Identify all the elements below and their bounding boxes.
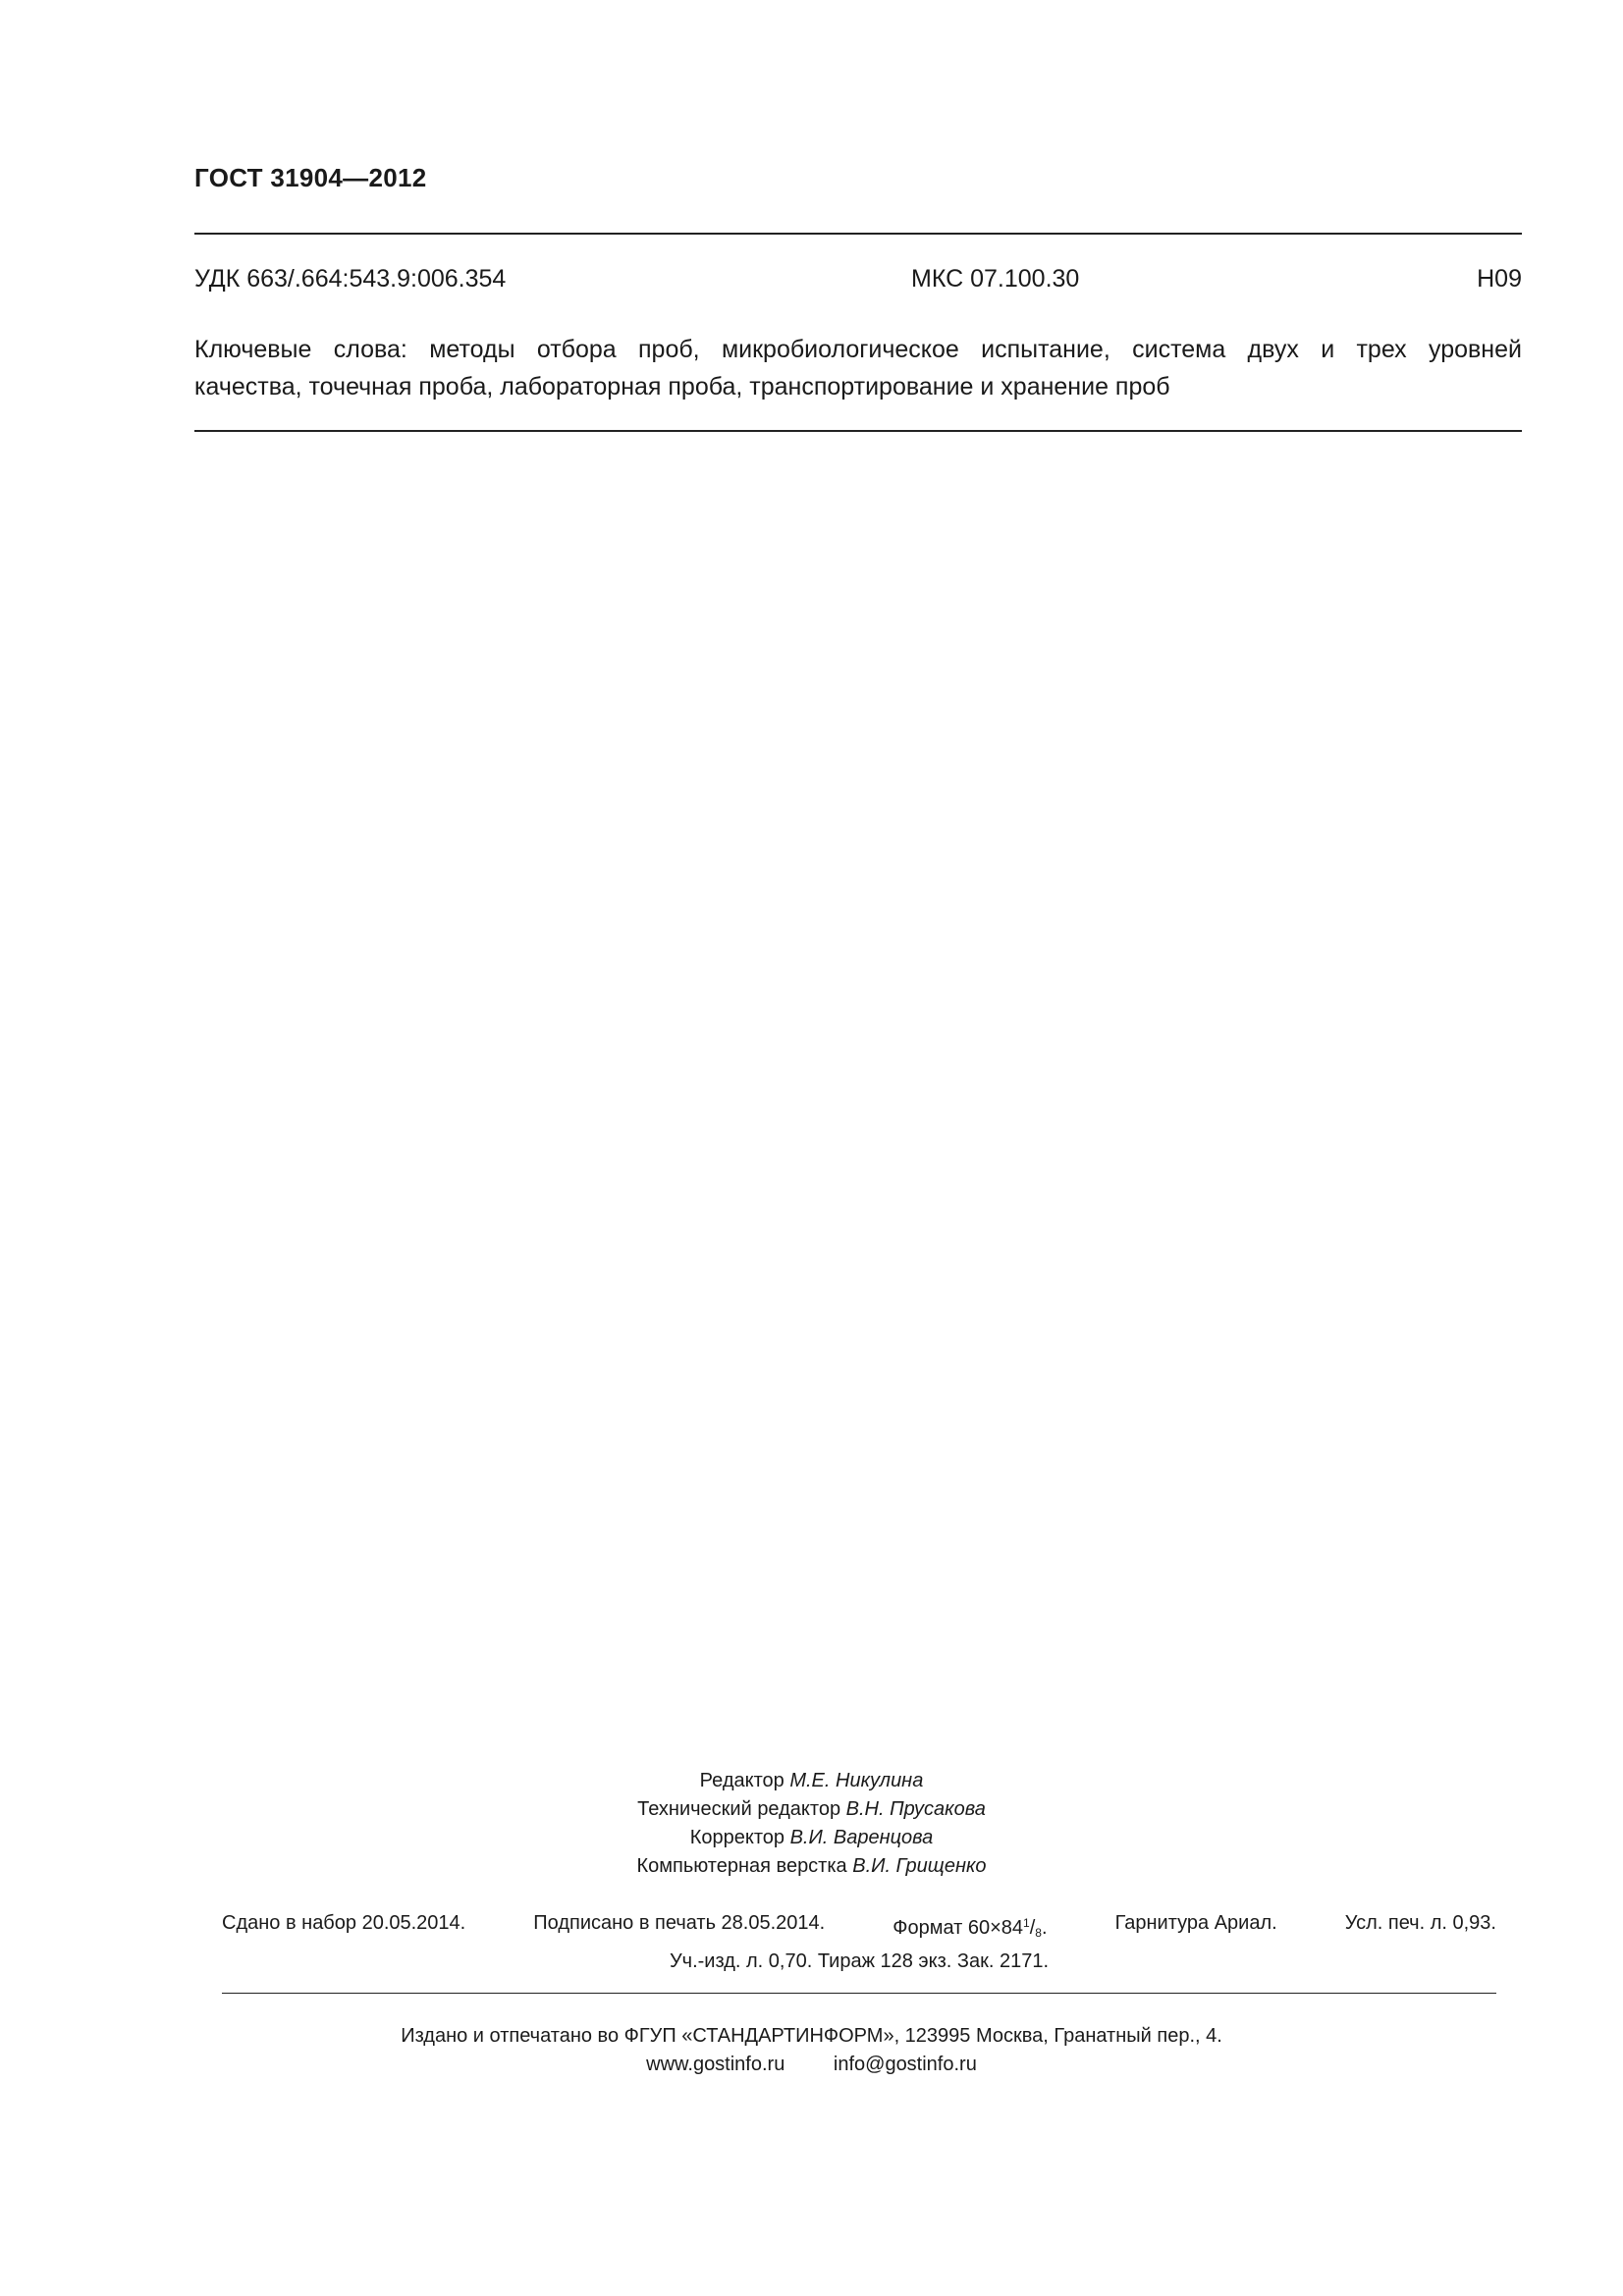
email-link[interactable]: info@gostinfo.ru [833, 2054, 977, 2075]
imprint-line-2: Уч.-изд. л. 0,70. Тираж 128 экз. Зак. 2171. [669, 1950, 1050, 1972]
submitted-date: Сдано в набор 20.05.2014. [222, 1912, 466, 1934]
mks-code: МКС 07.100.30 [911, 265, 1080, 293]
keywords-block [194, 331, 1522, 405]
print-imprint [222, 1909, 1496, 1976]
credit-layout: Компьютерная верстка В.И. Грищенко [636, 1855, 987, 1877]
typeface: Гарнитура Ариал. [1114, 1912, 1277, 1934]
credits-block [0, 1767, 1623, 1881]
publisher-address: Издано и отпечатано во ФГУП «СТАНДАРТИНФОРМ», 123995 Москва, Гранатный пер., 4. [401, 2025, 1222, 2047]
imprint-divider [222, 1993, 1496, 1994]
group-code: Н09 [1477, 265, 1522, 293]
keywords-line-1: Ключевые слова: методы отбора проб, микробиологическое испытание, система двух и трех уровней [194, 336, 1522, 363]
keywords-divider [194, 430, 1522, 432]
top-divider [194, 233, 1522, 235]
keywords-line-2: качества, точечная проба, лабораторная проба, транспортирование и хранение проб [194, 373, 1170, 400]
udk-code: УДК 663/.664:543.9:006.354 [194, 265, 507, 293]
credit-proofreader: Корректор В.И. Варенцова [689, 1827, 934, 1848]
credit-technical-editor: Технический редактор В.Н. Прусакова [637, 1798, 986, 1820]
publisher-block [0, 2022, 1623, 2079]
website-link[interactable]: www.gostinfo.ru [646, 2054, 785, 2075]
standard-number: ГОСТ 31904—2012 [194, 163, 427, 192]
imprint-line-1 [222, 1909, 1496, 1948]
paper-format: Формат $60\times 84^1/_8$. [893, 1916, 1048, 1940]
signed-date: Подписано в печать 28.05.2014. [533, 1912, 826, 1934]
publisher-links [0, 2051, 1623, 2079]
credit-editor: Редактор М.Е. Никулина [699, 1770, 924, 1791]
print-sheets: Усл. печ. л. 0,93. [1344, 1912, 1496, 1934]
classification-row [194, 265, 1522, 304]
